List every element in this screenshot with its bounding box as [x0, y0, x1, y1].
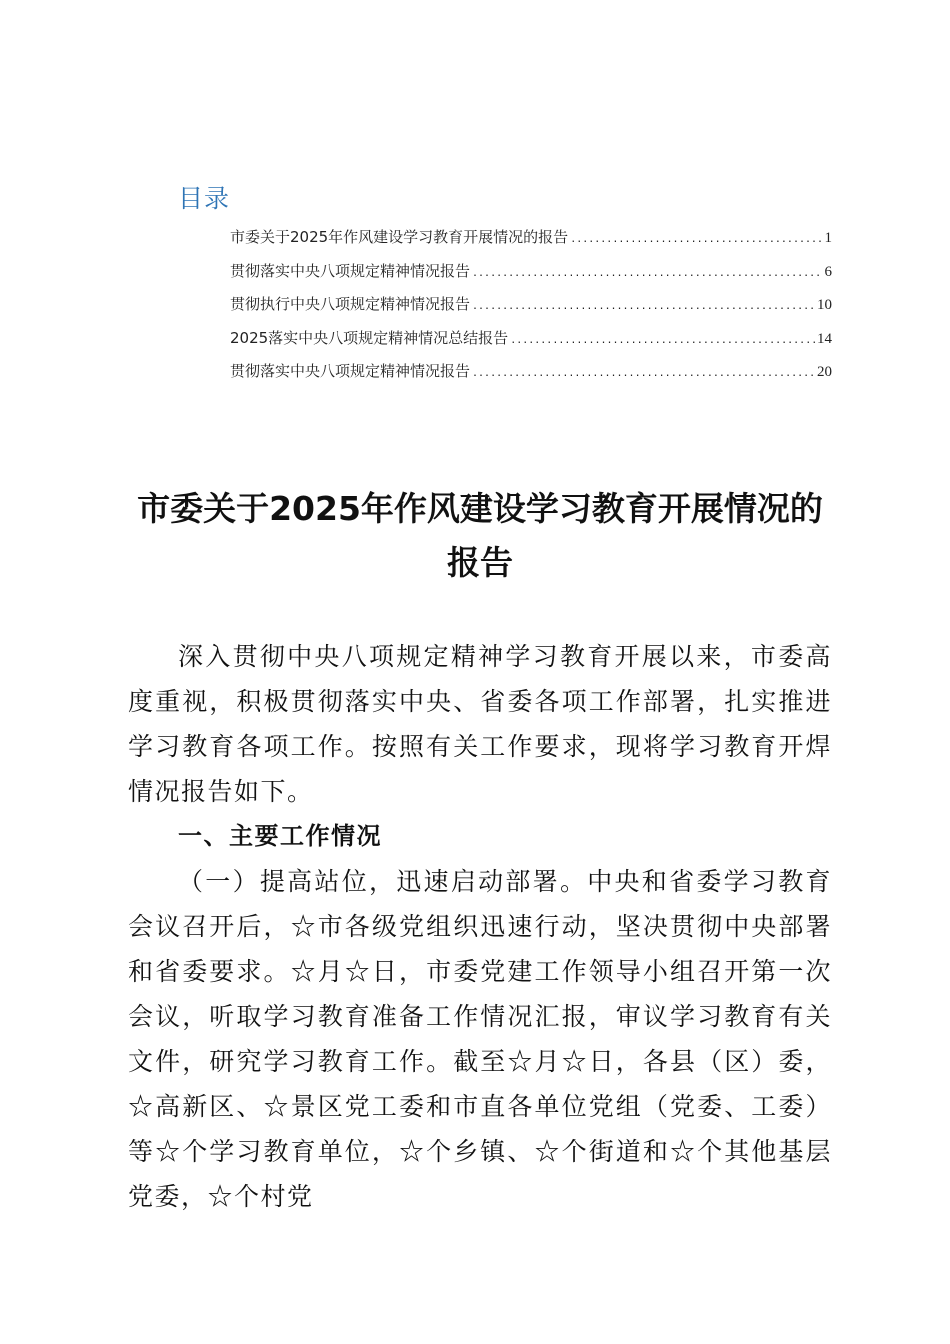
toc-entry-page: 20 — [817, 364, 832, 380]
toc-entry-page: 10 — [817, 297, 832, 313]
toc-entry[interactable] — [230, 226, 832, 260]
toc-dot-leader — [472, 368, 815, 379]
toc-entry[interactable] — [230, 360, 832, 394]
toc-entry[interactable] — [230, 260, 832, 294]
document-title: 市委关于2025年作风建设学习教育开展情况的报告 — [137, 489, 823, 582]
toc-list — [230, 226, 832, 394]
toc-entry-page: 14 — [817, 330, 832, 347]
toc-entry-title: 贯彻落实中央八项规定精神情况报告 — [230, 261, 471, 280]
toc-dot-leader — [510, 335, 815, 346]
toc-entry-title: 贯彻执行中央八项规定精神情况报告 — [230, 295, 471, 313]
toc-entry[interactable] — [230, 293, 832, 327]
toc-entry-title: 2025落实中央八项规定精神情况总结报告 — [230, 328, 509, 347]
section-heading: 一、主要工作情况 — [178, 822, 382, 850]
toc-entry-page: 6 — [824, 263, 832, 280]
toc-entry-page: 1 — [824, 230, 832, 246]
intro-paragraph: 深入贯彻中央八项规定精神学习教育开展以来，市委高度重视，积极贯彻落实中央、省委各项工作部署，扎实推进学习教育各项工作。按照有关工作要求，现将学习教育开焊情况报告如下。 — [128, 642, 832, 806]
toc-dot-leader — [570, 234, 822, 245]
toc-entry-title: 市委关于2025年作风建设学习教育开展情况的报告 — [230, 228, 569, 246]
document-body — [128, 634, 832, 1219]
toc-dot-leader — [472, 301, 815, 312]
body-paragraph: （一）提高站位，迅速启动部署。中央和省委学习教育会议召开后，☆市各级党组织迅速行动，坚决贯彻中央部署和省委要求。☆月☆日，市委党建工作领导小组召开第一次会议，听取学习教育准备工作情况汇报，审议学习教育有关文件，研究学习教育工作。截至☆月☆日，各县（区）委，☆高新区、☆景区党工委和市直各单位党组（党委、工委）等☆个学习教育单位，☆个乡镇、☆个街道和☆个其他基层党委，☆个村党 — [128, 867, 832, 1211]
toc-entry[interactable] — [230, 327, 832, 361]
toc-title: 目录 — [178, 184, 231, 213]
toc-dot-leader — [472, 268, 822, 279]
toc-entry-title: 贯彻落实中央八项规定精神情况报告 — [230, 362, 471, 380]
